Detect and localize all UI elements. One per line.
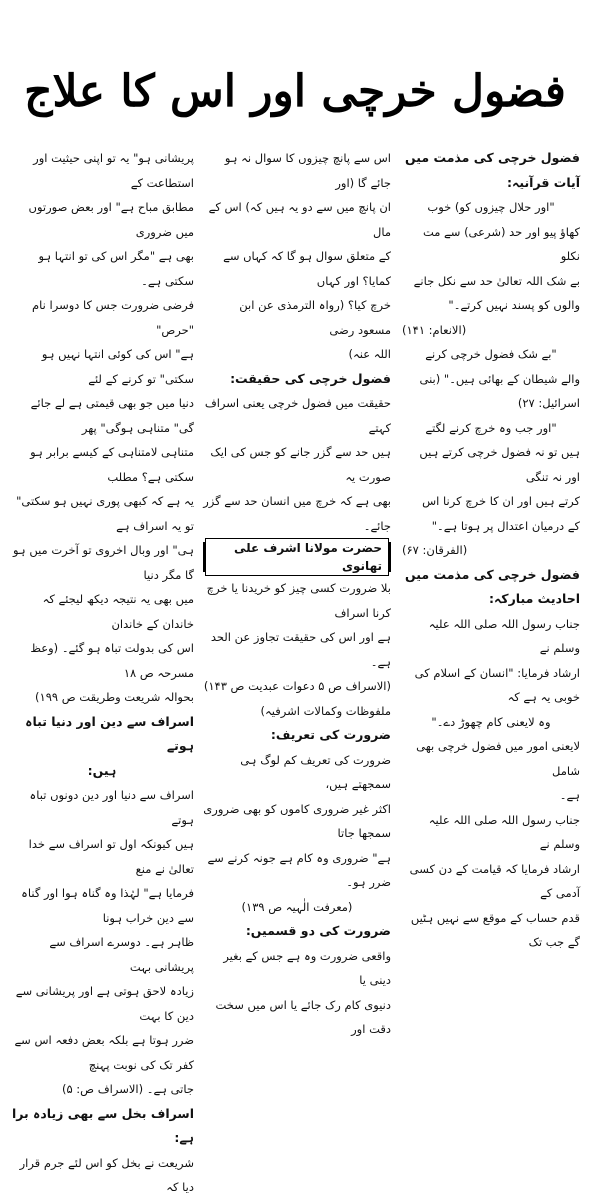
body-line: خرچ کیا؟ (رواہ الترمذی عن ابن مسعود رضی (239, 298, 391, 337)
body-line: ہیں حد سے گزر جانے کو جس کی ایک صورت یہ (210, 445, 391, 484)
body-line: اس کی بدولت تباہ ہو گئے۔ (وعظ مسرحہ ص ۱۸ (30, 641, 194, 680)
hadith-line: جناب رسول اللہ صلی اللہ علیہ وسلم نے (428, 812, 580, 851)
body-line: ہے" اس کی کوئی انتہا نہیں ہو سکتی" تو کرنے کے لئے (41, 347, 194, 386)
quran-reference: (الانعام: ۱۴۱) (402, 322, 467, 337)
section-heading-reality: فضول خرچی کی حقیقت: (230, 370, 391, 386)
body-line: جاتی ہے۔ (الاسراف ص: ۵) (61, 1082, 194, 1096)
quran-line: "اور حلال چیزوں کو) خوب (427, 200, 555, 214)
quran-reference: اسرائیل: ۲۷) (517, 396, 580, 410)
section-heading-types: ضرورت کی دو قسمیں: (245, 923, 391, 938)
body-line: بھی ہے کہ خرچ میں انسان حد سے گزر جائے۔ (203, 494, 391, 533)
body-line: شریعت نے بخل کو اس لئے جرم قرار دیا کہ (19, 1155, 194, 1194)
hadith-line: ارشاد فرمایا کہ قیامت کے دن کسی آدمی کے (409, 861, 580, 900)
section-heading-hadith: فضول خرچی کی مذمت میں احادیث مبارکہ: (405, 566, 580, 606)
body-line: میں بھی یہ نتیجہ دیکھ لیجئے کہ خاندان کے خاندان (42, 592, 194, 631)
hadith-line: ارشاد فرمایا: "انسان کے اسلام کی خوبی یہ ہے کہ (414, 665, 580, 704)
body-line: ہے" ضروری وہ کام ہے جونہ کرنے سے ضرر ہو۔ (207, 850, 391, 889)
section-heading-quran: فضول خرچی کی مذمت میں آیات قرآنیہ: (405, 150, 580, 190)
body-line: پریشانی ہو" یہ تو اپنی حیثیت اور استطاعت کے (33, 151, 194, 190)
body-line: زیادہ لاحق ہوتی ہے اور پریشانی سے دین کا بہت (15, 984, 194, 1023)
middle-column (203, 146, 391, 1036)
author-name: حضرت مولانا اشرف علی تھانوی (205, 538, 389, 576)
section-heading-stinginess: اسراف بخل سے بھی زیادہ برا ہے: (11, 1105, 194, 1145)
body-line: ضرر ہوتا ہے بلکہ بعض دفعہ اس سے کفر تک کی نوبت پہنچ (14, 1033, 194, 1072)
body-line: اس سے پانچ چیزوں کا سوال نہ ہو جائے گا (اور (224, 151, 391, 190)
body-line: بھی ہے "مگر اس کی تو انتہا ہو سکتی ہے۔ (38, 249, 194, 288)
body-line: مطابق مباح ہے" اور بعض صورتوں میں ضروری (28, 200, 194, 239)
quran-line: والے شیطان کے بھائی ہیں۔" (بنی (419, 371, 580, 386)
quran-reference: (الفرقان: ۶۷) (402, 543, 468, 557)
body-line: فرمایا ہے" لہٰذا وہ گناہ ہوا اور گناہ سے دین خراب ہونا (21, 886, 194, 925)
body-line: متناہی لامتناہی کے کیسے برابر ہو سکتی ہے؟ مطلب (30, 445, 194, 484)
left-column (10, 146, 194, 1194)
quran-line: بے شک اللہ تعالیٰ حد سے نکل جانے (413, 273, 580, 288)
body-line: ان پانچ میں سے دو یہ ہیں کہ) اس کے مال (208, 200, 391, 239)
right-column (402, 146, 580, 949)
body-line: کے متعلق سوال ہو گا کہ کہاں سے کمایا؟ اور کہاں (223, 249, 391, 288)
quran-line: کرتے ہیں اور ان کا خرچ کرنا اس (422, 494, 580, 508)
quran-line: "اور جب وہ خرچ کرنے لگتے (425, 420, 557, 435)
hadith-line: قدم حساب کے موقع سے نہیں ہٹیں گے جب تک (410, 910, 580, 949)
reference-line: (الاسراف ص ۵ دعوات عبدیت ص ۱۴۳) (203, 679, 391, 693)
reference-line: بحوالہ شریعت وطریقت ص ۱۹۹) (35, 690, 194, 704)
section-heading-destruction: اسراف سے دین اور دنیا تباہ ہوتے (25, 713, 194, 753)
reference-line: (معرفت الٰہیہ ص ۱۳۹) (241, 899, 353, 914)
body-line: اکثر غیر ضروری کاموں کو بھی ضروری سمجھا جاتا (203, 801, 391, 840)
body-line: حقیقت میں فضول خرچی یعنی اسراف کہتے (204, 396, 391, 435)
hadith-line: وہ لایعنی کام چھوڑ دے۔" (431, 714, 551, 729)
body-line: دنیوی کام رک جائے یا اس میں سخت دقت اور (215, 997, 391, 1036)
body-line: دنیا میں جو بھی قیمتی ہے لے جائے گی" متناہی ہوگی" پھر (30, 396, 194, 435)
hadith-line: ہے۔ (559, 788, 580, 802)
author-banner (203, 542, 391, 572)
body-line: یہ ہے کہ کبھی پوری نہیں ہو سکتی" تو یہ اسراف ہے (16, 494, 194, 533)
quran-line: "بے شک فضول خرچی کرنے (425, 347, 557, 361)
quran-line: والوں کو پسند نہیں کرتے۔" (448, 298, 580, 312)
body-line: اسراف سے دنیا اور دین دونوں تباہ ہوتے (29, 788, 194, 827)
page-title: فضول خرچی اور اس کا علاج (24, 66, 566, 117)
body-line: بلا ضرورت کسی چیز کو خریدنا یا خرچ کرنا اسراف (206, 581, 391, 620)
hadith-line: جناب رسول اللہ صلی اللہ علیہ وسلم نے (428, 616, 580, 655)
body-line: اللہ عنہ) (348, 347, 391, 361)
quran-line: کھاؤ پیو اور حد (شرعی) سے مت نکلو (422, 224, 580, 263)
quran-line: ہیں تو نہ فضول خرچی کرتے ہیں اور نہ تنگی (419, 445, 580, 484)
body-line: ضرورت کی تعریف کم لوگ ہی سمجھتے ہیں، (240, 752, 391, 791)
section-heading-definition: ضرورت کی تعریف: (270, 727, 391, 742)
body-line: واقعی ضرورت وہ ہے جس کے بغیر دینی یا (223, 948, 391, 987)
reference-line: ملفوظات وکمالات اشرفیہ) (260, 703, 391, 718)
body-line: ہیں کیونکہ اول تو اسراف سے خدا تعالیٰ نے منع (28, 837, 194, 876)
body-line: ہی" اور وبال اخروی تو آخرت میں ہو گا مگر دنیا (12, 543, 194, 582)
hadith-line: لایعنی امور میں فضول خرچی بھی شامل (416, 739, 580, 778)
body-line: ہے اور اس کی حقیقت تجاوز عن الحد ہے۔ (210, 630, 391, 669)
body-line: ظاہر ہے۔ دوسرے اسراف سے پریشانی بہت (49, 935, 194, 974)
quran-line: کے درمیان اعتدال پر ہوتا ہے۔" (431, 518, 580, 533)
body-line: فرضی ضرورت جس کا دوسرا نام "حرص" (32, 298, 194, 337)
section-heading-destruction-cont: ہیں: (87, 762, 117, 778)
